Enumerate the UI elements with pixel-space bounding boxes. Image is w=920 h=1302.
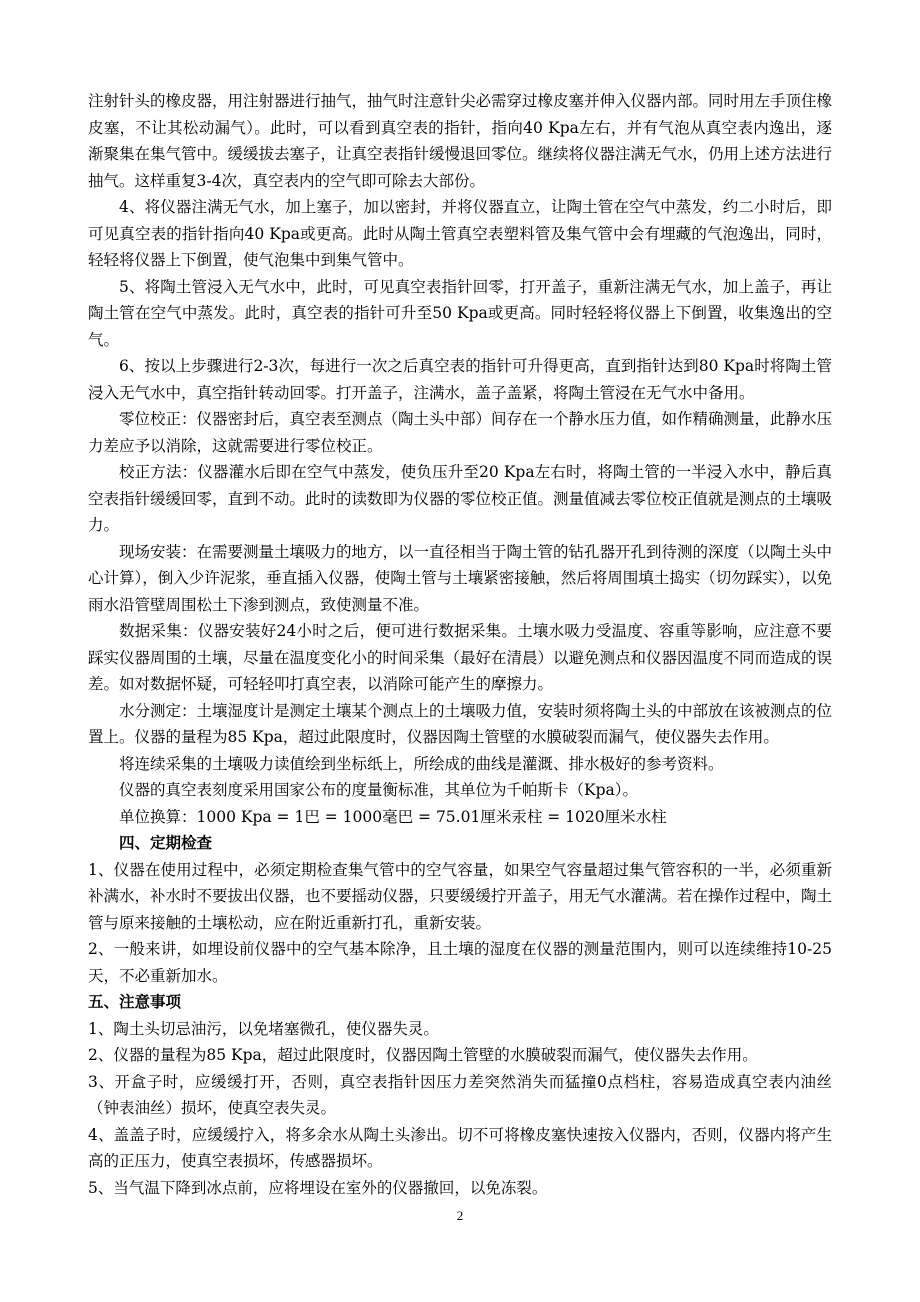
list-item-check-2: 2、一般来讲，如埋设前仪器中的空气基本除净，且土壤的湿度在仪器的测量范围内，则可以连续维持10-25天，不必重新加水。 [88, 940, 832, 985]
paragraph-data-collection: 数据采集：仪器安装好24小时之后，便可进行数据采集。土壤水吸力受温度、容重等影响，应注意不要踩实仪器周围的土壤，尽量在温度变化小的时间采集（最好在清晨）以避免测点和仪器因温度不同而造成的误差。如对数据怀疑，可轻轻叩打真空表，以消除可能产生的摩擦力。 [88, 622, 833, 693]
paragraph-unit-conversion: 单位换算：1000 Kpa = 1巴 = 1000毫巴 = 75.01厘米汞柱 = 1020厘米水柱 [119, 807, 667, 826]
list-item-check-1: 1、仪器在使用过程中，必须定期检查集气管中的空气容量，如果空气容量超过集气管容积的一半，必须重新补满水，补水时不要拔出仪器，也不要摇动仪器，只要缓缓拧开盖子，用无气水灌满。若在操作过程中，陶土管与原来接触的土壤松动，应在附近重新打孔，重新安装。 [88, 860, 833, 932]
page-number: 2 [456, 1208, 464, 1223]
list-item-precaution-4: 4、盖盖子时，应缓缓拧入，将多余水从陶土头渗出。切不可将橡皮塞快速按入仪器内，否则，仪器内将产生高的正压力，使真空表损坏，传感器损坏。 [88, 1125, 832, 1170]
section-heading-periodic-check: 四、定期检查 [119, 833, 213, 852]
list-item-precaution-3: 3、开盒子时，应缓缓打开，否则，真空表指针因压力差突然消失而猛撞0点档柱，容易造成真空表内油丝（钟表油丝）损坏，使真空表失灵。 [88, 1072, 832, 1117]
paragraph-continuation: 注射针头的橡皮器，用注射器进行抽气，抽气时注意针尖必需穿过橡皮塞并伸入仪器内部。同时用左手顶住橡皮塞，不让其松动漏气）。此时，可以看到真空表的指针，指向40 Kpa左右，并有气泡从真空表内逸出，逐渐聚集在集气管中。缓缓拔去塞子，让真空表指针缓慢退回零位。继续将仪器注满无气水，仍用上述方法进行抽气。这样重复3-4次，真空表内的空气即可除去大部份。 [88, 92, 833, 190]
list-item-precaution-2: 2、仪器的量程为85 Kpa，超过此限度时，仪器因陶土管壁的水膜破裂而漏气，使仪器失去作用。 [88, 1046, 758, 1064]
paragraph-step-5: 5、将陶土管浸入无气水中，此时，可见真空表指针回零，打开盖子，重新注满无气水，加上盖子，再让陶土管在空气中蒸发。此时，真空表的指针可升至50 Kpa或更高。同时轻轻将仪器上下倒置，收集逸出的空气。 [88, 277, 832, 349]
paragraph-zero-calibration: 零位校正：仪器密封后，真空表至测点（陶土头中部）间存在一个静水压力值，如作精确测量，此静水压力差应予以消除，这就需要进行零位校正。 [88, 410, 833, 455]
paragraph-gauge-units: 仪器的真空表刻度采用国家公布的度量衡标准，其单位为千帕斯卡（Kpa）。 [119, 781, 638, 799]
paragraph-field-installation: 现场安装：在需要测量土壤吸力的地方，以一直径相当于陶土管的钻孔器开孔到待测的深度（以陶土头中心计算），倒入少许泥浆，垂直插入仪器，使陶土管与土壤紧密接触，然后将周围填土捣实（切勿踩实），以免雨水沿管壁周围松土下渗到测点，致使测量不准。 [88, 542, 833, 614]
section-heading-precautions: 五、注意事项 [88, 992, 182, 1011]
paragraph-moisture-measurement: 水分测定：土壤湿度计是测定土壤某个测点上的土壤吸力值，安装时须将陶土头的中部放在该被测点的位置上。仪器的量程为85 Kpa，超过此限度时，仪器因陶土管壁的水膜破裂而漏气，使仪器失去作用。 [88, 701, 833, 746]
list-item-precaution-5: 5、当气温下降到冰点前，应将埋设在室外的仪器撤回，以免冻裂。 [88, 1178, 548, 1197]
paragraph-calibration-method: 校正方法：仪器灌水后即在空气中蒸发，使负压升至20 Kpa左右时，将陶土管的一半浸入水中，静后真空表指针缓缓回零，直到不动。此时的读数即为仪器的零位校正值。测量值减去零位校正值就是测点的土壤吸力。 [88, 463, 833, 534]
paragraph-plot-readings: 将连续采集的土壤吸力读值绘到坐标纸上，所绘成的曲线是灌溉、排水极好的参考资料。 [119, 754, 724, 773]
paragraph-step-4: 4、将仪器注满无气水，加上塞子，加以密封，并将仪器直立，让陶土管在空气中蒸发，约二小时后，即可见真空表的指针指向40 Kpa或更高。此时从陶土管真空表塑料管及集气管中会有埋藏的气泡逸出，同时，轻轻将仪器上下倒置，使气泡集中到集气管中。 [88, 198, 832, 269]
document-body [88, 88, 832, 1201]
list-item-precaution-1: 1、陶土头切忌油污，以免堵塞微孔，使仪器失灵。 [88, 1019, 439, 1038]
paragraph-step-6: 6、按以上步骤进行2-3次，每进行一次之后真空表的指针可升得更高，直到指针达到80 Kpa时将陶土管浸入无气水中，真空指针转动回零。打开盖子，注满水，盖子盖紧，将陶土管浸在无气水中备用。 [88, 357, 832, 402]
